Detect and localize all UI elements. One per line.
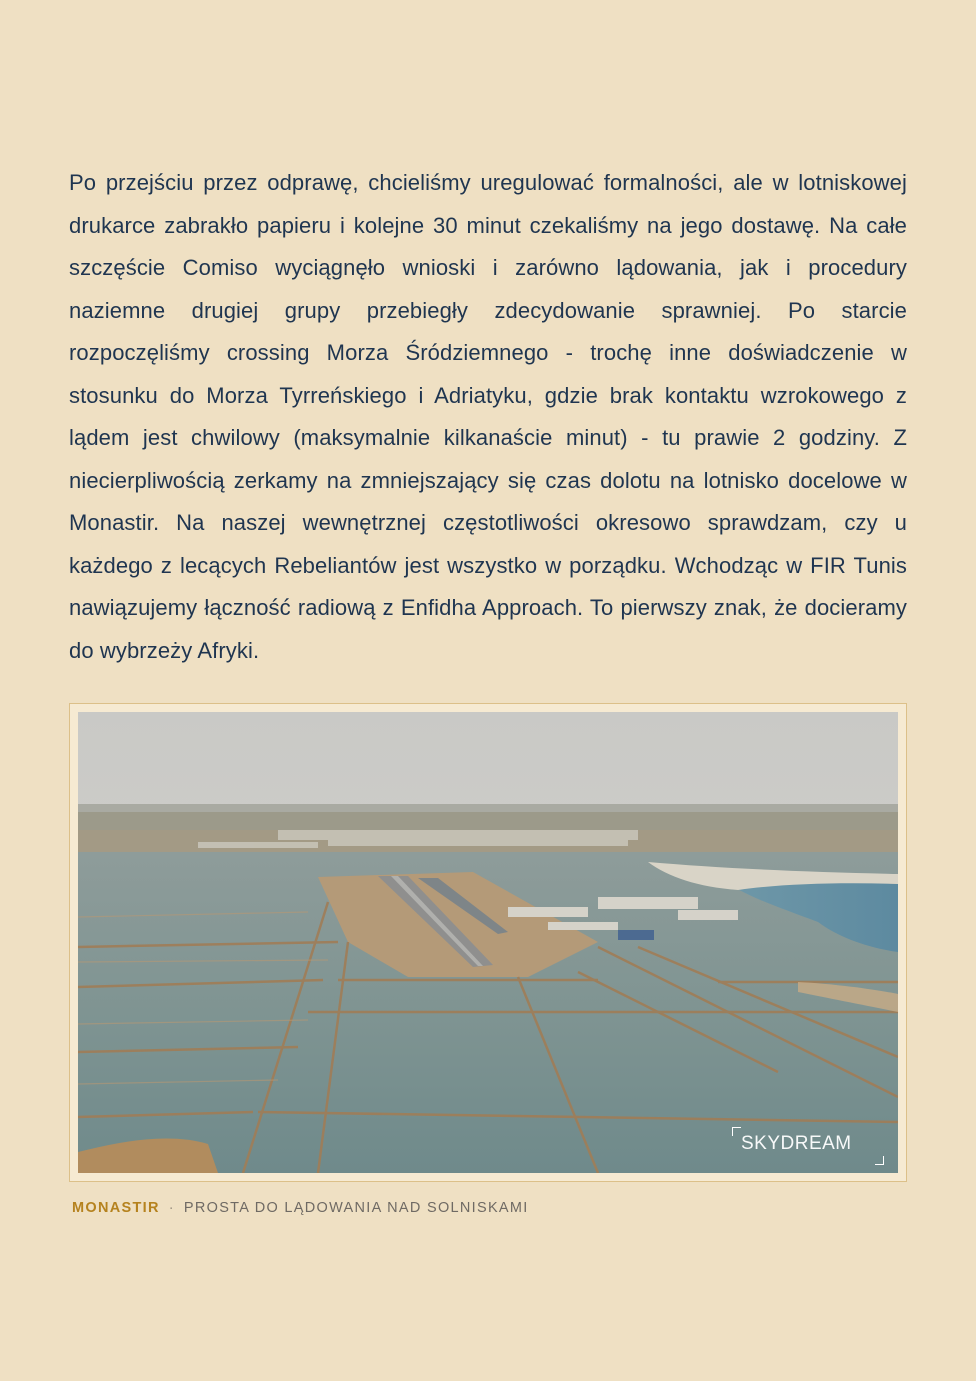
caption-place: MONASTIR: [72, 1200, 160, 1216]
photo-caption: [72, 1200, 529, 1216]
photo-frame: [69, 703, 907, 1182]
watermark-logo-text: SKYDREAM: [741, 1133, 852, 1154]
aerial-photo: [78, 712, 898, 1173]
article-paragraph: Po przejściu przez odprawę, chcieliśmy uregulować formalności, ale w lotniskowej drukarce zabrakło papieru i kolejne 30 minut czekaliśmy na jego dostawę. Na całe szczęście Comiso wyciągnęło wnioski i zarówno lądowania, jak i procedury naziemne drugiej grupy przebiegły zdecydowanie sprawniej. Po starcie rozpoczęliśmy crossing Morza Śródziemnego - trochę inne doświadczenie w stosunku do Morza Tyrreńskiego i Adriatyku, gdzie brak kontaktu wzrokowego z lądem jest chwilowy (maksymalnie kilkanaście minut) - tu prawie 2 godziny. Z niecierpliwością zerkamy na zmniejszający się czas dolotu na lotnisko docelowe w Monastir. Na naszej wewnętrznej częstotliwości okresowo sprawdzam, czy u każdego z lecących Rebeliantów jest wszystko w porządku. Wchodząc w FIR Tunis nawiązujemy łączność radiową z Enfidha Approach. To pierwszy znak, że docieramy do wybrzeży Afryki.: [69, 170, 907, 663]
caption-description: PROSTA DO LĄDOWANIA NAD SOLNISKAMI: [183, 1200, 529, 1216]
watermark-corner-top-left: [732, 1127, 741, 1136]
watermark-corner-bottom-right: [875, 1156, 884, 1165]
aerial-photo-drawing: [78, 712, 898, 1173]
skydream-watermark: [732, 1127, 884, 1165]
caption-separator: ·: [168, 1200, 175, 1216]
